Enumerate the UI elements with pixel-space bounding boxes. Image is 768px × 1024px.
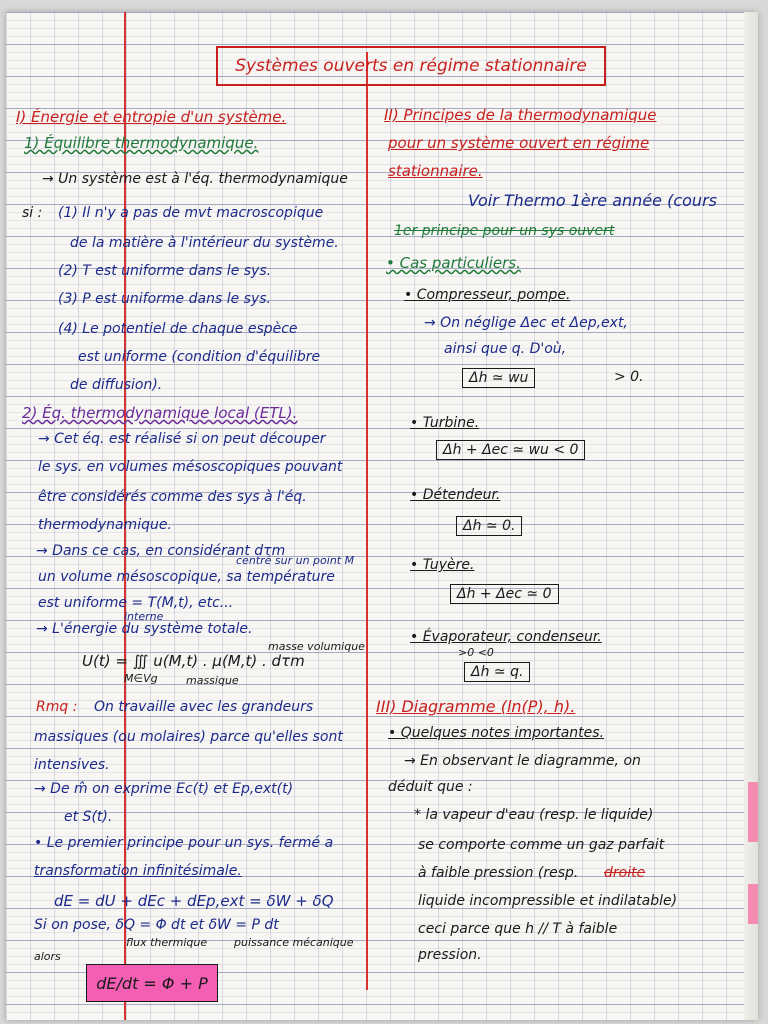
text-line: est uniforme = T(M,t), etc... (38, 595, 234, 611)
subsection-heading: • Cas particuliers. (386, 254, 521, 272)
text-line: de diffusion). (70, 377, 163, 393)
item-heading: • Compresseur, pompe. (404, 287, 571, 303)
pink-tab (748, 884, 758, 924)
text-line: → En observant le diagramme, on (404, 753, 641, 769)
formula-first-principle: dE = dU + dEc + dEp,ext = δW + δQ (54, 892, 334, 910)
text-line: (3) P est uniforme dans le sys. (58, 291, 271, 307)
item-heading: • Turbine. (410, 415, 480, 431)
boxed-equation: Δh + Δec ≃ 0 (450, 584, 559, 604)
text-line: un volume mésoscopique, sa température (38, 569, 335, 585)
text-line: → Un système est à l'éq. thermodynamique (42, 171, 348, 187)
text-line: * la vapeur d'eau (resp. le liquide) (414, 807, 654, 823)
boxed-equation: Δh ≃ 0. (456, 516, 522, 536)
text-line: à faible pression (resp. (418, 865, 579, 881)
annotation: puissance mécanique (234, 936, 354, 949)
annotation: interne (124, 610, 164, 623)
subsection-1-heading: 1) Équilibre thermodynamique. (24, 134, 259, 152)
section-2-heading-cont: pour un système ouvert en régime (388, 134, 650, 152)
annotation: flux thermique (126, 936, 208, 949)
highlighted-formula: dE/dt = Φ + P (86, 964, 218, 1002)
text-label: si : (22, 205, 43, 221)
text-line: (2) T est uniforme dans le sys. (58, 263, 272, 279)
text-line: pression. (418, 947, 482, 963)
text-line: liquide incompressible et indilatable) (418, 893, 678, 909)
annotation: alors (34, 950, 61, 963)
text-line: ainsi que q. D'où, (444, 341, 567, 357)
text-line: (1) Il n'y a pas de mvt macroscopique (58, 205, 324, 221)
annotation: massique (186, 674, 239, 687)
annotation: >0 <0 (458, 646, 494, 659)
struck-line: 1er principe pour un sys ouvert (394, 223, 615, 239)
formula-subscript: M∈Vg (124, 672, 158, 685)
text-line: se comporte comme un gaz parfait (418, 837, 665, 853)
text-line: → L'énergie du système totale. (36, 621, 253, 637)
text-line: On travaille avec les grandeurs (94, 699, 314, 715)
annotation: masse volumique (268, 640, 365, 653)
text-line: être considérés comme des sys à l'éq. (38, 489, 307, 505)
struck-word: droite (604, 865, 646, 881)
pink-tab (748, 782, 758, 842)
boxed-equation: Δh ≃ wu (462, 368, 535, 388)
notebook-page (6, 12, 758, 1020)
formula-energy: U(t) = ∭ u(M,t) . μ(M,t) . dτm (82, 652, 305, 670)
section-3-heading: III) Diagramme (ln(P), h). (376, 697, 576, 716)
item-heading: • Tuyère. (410, 557, 475, 573)
column-divider (366, 52, 368, 990)
text-line: → De m̂ on exprime Ec(t) et Ep,ext(t) (34, 781, 294, 797)
remark-label: Rmq : (36, 699, 78, 715)
item-heading: • Évaporateur, condenseur. (410, 629, 602, 645)
text-line: le sys. en volumes mésoscopiques pouvant (38, 459, 343, 475)
text-line: ceci parce que h // T à faible (418, 921, 618, 937)
text-line: déduit que : (388, 779, 473, 795)
text-line: Voir Thermo 1ère année (cours (468, 191, 717, 210)
equation-part: > 0. (614, 369, 644, 385)
item-heading: • Détendeur. (410, 487, 501, 503)
page-edge (744, 12, 758, 1020)
text-line: thermodynamique. (38, 517, 172, 533)
boxed-equation: Δh ≃ q. (464, 662, 530, 682)
section-1-heading: I) Énergie et entropie d'un système. (16, 108, 287, 126)
text-line: Si on pose, δQ = Φ dt et δW = P dt (34, 917, 279, 933)
text-line: intensives. (34, 757, 110, 773)
text-line: (4) Le potentiel de chaque espèce (58, 321, 298, 337)
subsection-2-heading: 2) Éq. thermodynamique local (ETL). (22, 404, 298, 422)
annotation: centré sur un point M (236, 554, 355, 567)
text-line: → On néglige Δec et Δep,ext, (424, 315, 628, 331)
boxed-equation: Δh + Δec ≃ wu < 0 (436, 440, 585, 460)
text-line: • Le premier principe pour un sys. fermé a (34, 835, 334, 851)
page-title: Systèmes ouverts en régime stationnaire (216, 46, 606, 86)
section-2-heading: II) Principes de la thermodynamique (384, 106, 657, 124)
subsection-heading: • Quelques notes importantes. (388, 725, 605, 741)
text-line: et S(t). (64, 809, 113, 825)
text-line: massiques (ou molaires) parce qu'elles sont (34, 729, 343, 745)
section-2-heading-cont: stationnaire. (388, 162, 483, 180)
text-line: de la matière à l'intérieur du système. (70, 235, 339, 251)
text-line: est uniforme (condition d'équilibre (78, 349, 321, 365)
text-line: → Dans ce cas, en considérant dτm (36, 543, 286, 559)
text-line: transformation infinitésimale. (34, 863, 242, 879)
text-line: → Cet éq. est réalisé si on peut découper (38, 431, 326, 447)
